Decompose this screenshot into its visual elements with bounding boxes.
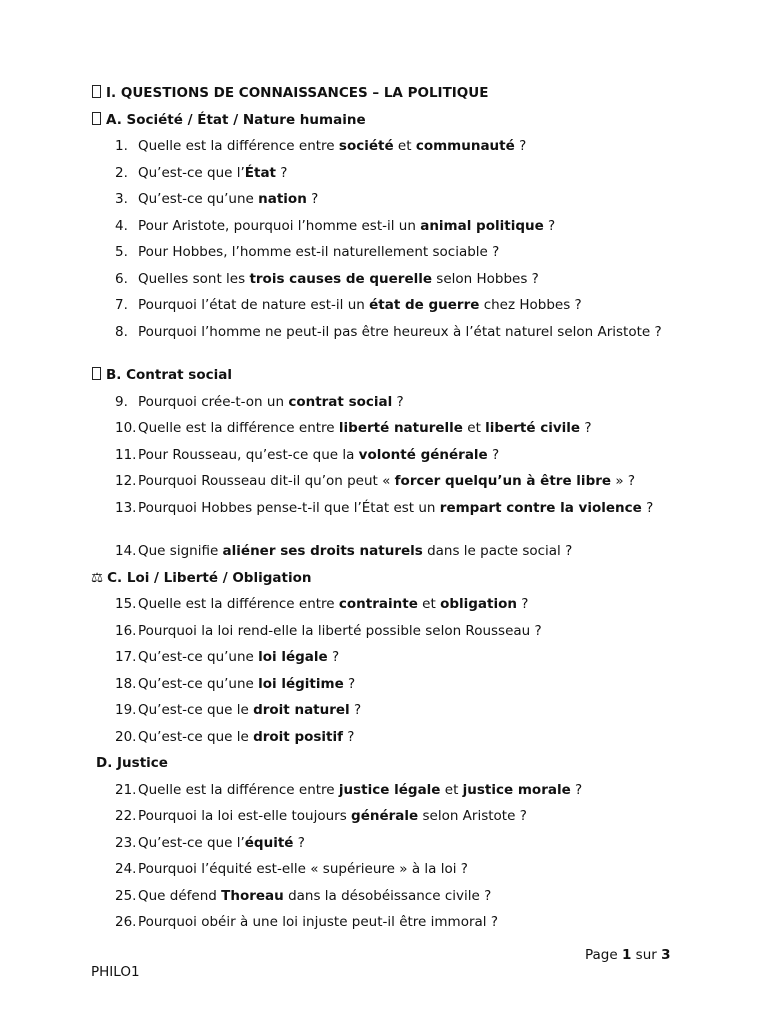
key-term: communauté: [415, 138, 515, 154]
question-item: [115, 218, 685, 235]
page-middle: sur: [631, 947, 662, 963]
question-item: [115, 702, 685, 719]
question-number: 22.: [115, 808, 137, 824]
question-item: [115, 808, 685, 825]
question-item: [115, 782, 685, 799]
question-fragment: et: [417, 596, 441, 612]
key-term: société: [338, 138, 394, 154]
question-number: 19.: [115, 702, 137, 718]
question-fragment: Pourquoi l’homme ne peut-il pas être heureux à l’état naturel selon Aristote ?: [138, 324, 662, 340]
question-text: [115, 271, 685, 288]
question-fragment: ?: [276, 165, 288, 181]
box-glyph-icon: [92, 112, 101, 125]
question-number: 9.: [115, 394, 128, 410]
question-fragment: ?: [327, 649, 340, 665]
question-item: [115, 271, 685, 288]
question-item: [115, 543, 685, 560]
question-text: [115, 191, 685, 208]
question-item: [115, 165, 685, 182]
question-item: [115, 473, 685, 490]
question-text: [115, 244, 685, 261]
question-text: [115, 165, 685, 182]
question-number: 3.: [115, 191, 128, 207]
question-number: 11.: [115, 447, 137, 463]
section-label: C. Loi / Liberté / Obligation: [107, 570, 312, 586]
question-text: [115, 702, 685, 719]
question-fragment: chez Hobbes ?: [479, 297, 582, 313]
key-term: loi légitime: [258, 676, 344, 692]
page-number: [585, 947, 671, 963]
question-number: 17.: [115, 649, 137, 665]
page-title-text: I. QUESTIONS DE CONNAISSANCES – LA POLITIQUE: [106, 85, 489, 101]
question-fragment: Que signifie: [138, 543, 223, 559]
section-heading: [91, 112, 366, 128]
section-label: A. Société / État / Nature humaine: [106, 112, 366, 128]
question-number: 8.: [115, 324, 128, 340]
question-fragment: ?: [343, 676, 356, 692]
question-number: 20.: [115, 729, 137, 745]
question-fragment: Pourquoi crée-t-on un: [138, 394, 289, 410]
question-fragment: Qu’est-ce qu’une: [138, 649, 259, 665]
question-number: 1.: [115, 138, 128, 154]
question-text: [115, 420, 685, 437]
question-text: [115, 543, 685, 560]
key-term: contrat social: [288, 394, 393, 410]
question-fragment: ?: [343, 729, 355, 745]
question-item: [115, 324, 685, 341]
question-text: [115, 888, 685, 905]
question-fragment: Quelle est la différence entre: [138, 782, 339, 798]
question-fragment: selon Aristote ?: [418, 808, 527, 824]
question-item: [115, 420, 685, 437]
question-fragment: » ?: [611, 473, 636, 489]
question-item: [115, 835, 685, 852]
question-text: [115, 782, 685, 799]
question-item: [115, 729, 685, 746]
question-text: [115, 914, 685, 931]
scales-icon: ⚖: [91, 570, 104, 586]
question-fragment: Quelle est la différence entre: [138, 138, 339, 154]
question-text: [115, 676, 685, 693]
question-item: [115, 244, 685, 261]
question-fragment: ?: [641, 500, 654, 516]
question-number: 23.: [115, 835, 137, 851]
question-item: [115, 447, 685, 464]
key-term: état de guerre: [369, 297, 480, 313]
question-item: [115, 394, 685, 411]
question-fragment: ?: [570, 782, 583, 798]
question-text: [115, 324, 685, 341]
key-term: État: [244, 165, 277, 181]
question-fragment: et: [462, 420, 486, 436]
question-item: [115, 191, 685, 208]
question-number: 12.: [115, 473, 137, 489]
page-title: [91, 85, 488, 101]
question-item: [115, 649, 685, 666]
key-term: obligation: [440, 596, 517, 612]
question-fragment: Qu’est-ce que le: [138, 729, 254, 745]
question-fragment: ?: [392, 394, 404, 410]
page-prefix: Page: [585, 947, 622, 963]
key-term: liberté civile: [485, 420, 581, 436]
document-id: PHILO1: [91, 964, 140, 980]
box-glyph-icon: [92, 367, 101, 380]
question-fragment: et: [393, 138, 416, 154]
question-number: 24.: [115, 861, 137, 877]
question-text: [115, 500, 685, 517]
question-fragment: Pour Rousseau, qu’est-ce que la: [138, 447, 359, 463]
question-fragment: Pourquoi l’équité est-elle « supérieure » à la loi ?: [138, 861, 468, 877]
question-text: [115, 473, 685, 490]
page-total: 3: [661, 947, 671, 963]
question-fragment: Pourquoi la loi est-elle toujours: [138, 808, 352, 824]
key-term: liberté naturelle: [338, 420, 463, 436]
question-fragment: Quelle est la différence entre: [138, 596, 339, 612]
question-fragment: Qu’est-ce qu’une: [138, 191, 259, 207]
question-text: [115, 861, 685, 878]
key-term: contrainte: [338, 596, 418, 612]
question-fragment: Qu’est-ce qu’une: [138, 676, 259, 692]
question-number: 6.: [115, 271, 128, 287]
question-text: [115, 623, 685, 640]
question-number: 18.: [115, 676, 137, 692]
question-fragment: ?: [306, 191, 319, 207]
question-number: 25.: [115, 888, 137, 904]
question-number: 7.: [115, 297, 128, 313]
section-heading: [96, 755, 168, 771]
question-number: 10.: [115, 420, 137, 436]
question-text: [115, 297, 685, 314]
question-fragment: ?: [580, 420, 592, 436]
question-fragment: selon Hobbes ?: [432, 271, 539, 287]
question-number: 5.: [115, 244, 128, 260]
question-fragment: Qu’est-ce que l’: [138, 835, 245, 851]
question-fragment: ?: [543, 218, 556, 234]
question-text: [115, 394, 685, 411]
question-text: [115, 596, 685, 613]
question-number: 14.: [115, 543, 137, 559]
question-fragment: Quelles sont les: [138, 271, 250, 287]
question-fragment: ?: [517, 596, 529, 612]
section-heading: [91, 570, 311, 586]
key-term: Thoreau: [221, 888, 284, 904]
key-term: loi légale: [258, 649, 328, 665]
page-current: 1: [621, 947, 632, 963]
question-fragment: ?: [293, 835, 305, 851]
question-fragment: ?: [487, 447, 500, 463]
question-text: [115, 649, 685, 666]
key-term: animal politique: [420, 218, 544, 234]
key-term: nation: [258, 191, 307, 207]
key-term: forcer quelqu’un à être libre: [394, 473, 612, 489]
question-item: [115, 500, 685, 517]
key-term: justice morale: [462, 782, 571, 798]
question-text: [115, 138, 685, 155]
question-fragment: et: [440, 782, 463, 798]
question-number: 4.: [115, 218, 128, 234]
question-fragment: Qu’est-ce que l’: [138, 165, 245, 181]
key-term: générale: [351, 808, 419, 824]
question-fragment: Pourquoi la loi rend-elle la liberté possible selon Rousseau ?: [138, 623, 542, 639]
question-number: 13.: [115, 500, 137, 516]
section-label: D. Justice: [96, 755, 168, 771]
question-number: 2.: [115, 165, 128, 181]
question-number: 15.: [115, 596, 137, 612]
question-item: [115, 914, 685, 931]
question-text: [115, 729, 685, 746]
question-fragment: ?: [514, 138, 527, 154]
key-term: justice légale: [338, 782, 441, 798]
question-fragment: dans le pacte social ?: [422, 543, 573, 559]
question-item: [115, 623, 685, 640]
box-glyph-icon: [92, 85, 101, 98]
section-label: B. Contrat social: [106, 367, 232, 383]
question-text: [115, 447, 685, 464]
question-item: [115, 888, 685, 905]
question-number: 16.: [115, 623, 137, 639]
question-fragment: Qu’est-ce que le: [138, 702, 254, 718]
question-item: [115, 861, 685, 878]
question-item: [115, 596, 685, 613]
question-text: [115, 808, 685, 825]
question-fragment: Pourquoi l’état de nature est-il un: [138, 297, 370, 313]
key-term: équité: [244, 835, 294, 851]
question-item: [115, 138, 685, 155]
question-item: [115, 676, 685, 693]
key-term: rempart contre la violence: [439, 500, 642, 516]
section-heading: [91, 367, 232, 383]
question-text: [115, 218, 685, 235]
question-fragment: dans la désobéissance civile ?: [283, 888, 492, 904]
key-term: droit naturel: [253, 702, 350, 718]
question-text: [115, 835, 685, 852]
question-fragment: Pour Hobbes, l’homme est-il naturellement sociable ?: [138, 244, 500, 260]
key-term: trois causes de querelle: [249, 271, 433, 287]
question-fragment: Quelle est la différence entre: [138, 420, 339, 436]
question-number: 26.: [115, 914, 137, 930]
key-term: droit positif: [253, 729, 344, 745]
question-fragment: Que défend: [138, 888, 222, 904]
question-fragment: Pourquoi Hobbes pense-t-il que l’État est un: [138, 500, 440, 516]
question-fragment: Pour Aristote, pourquoi l’homme est-il un: [138, 218, 421, 234]
key-term: volonté générale: [358, 447, 488, 463]
key-term: aliéner ses droits naturels: [222, 543, 423, 559]
question-fragment: Pourquoi obéir à une loi injuste peut-il être immoral ?: [138, 914, 498, 930]
question-fragment: ?: [349, 702, 362, 718]
question-fragment: Pourquoi Rousseau dit-il qu’on peut «: [138, 473, 395, 489]
question-item: [115, 297, 685, 314]
question-number: 21.: [115, 782, 137, 798]
